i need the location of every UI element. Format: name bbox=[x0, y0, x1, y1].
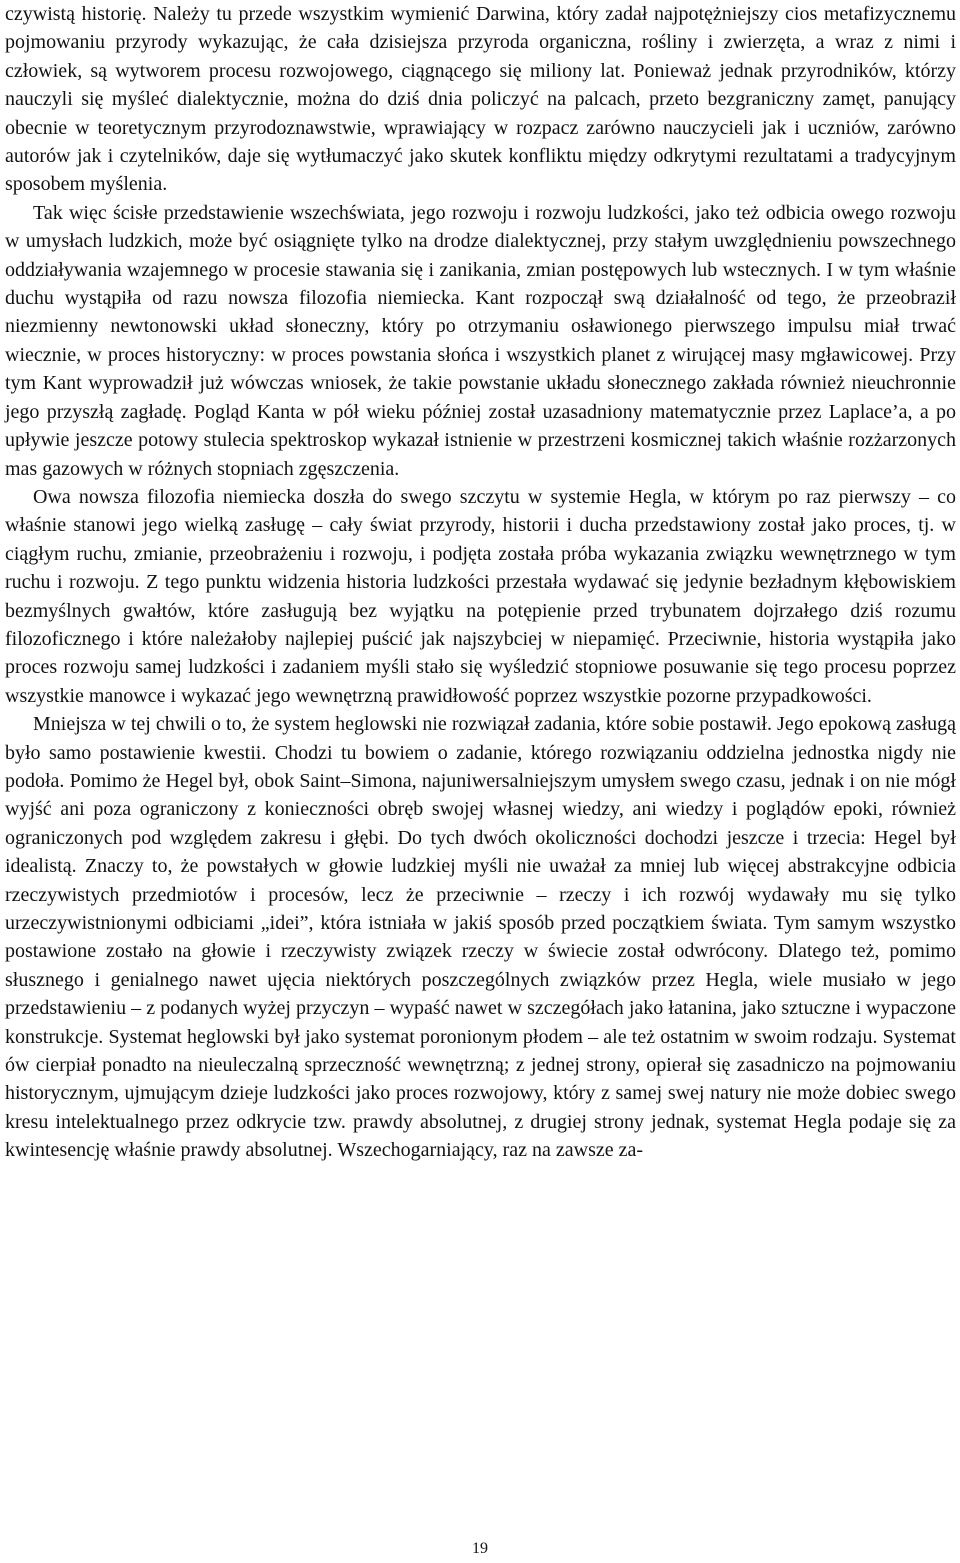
body-text bbox=[5, 0, 956, 1165]
paragraph-4: Mniejsza w tej chwili o to, że system heglowski nie rozwiązał zadania, które sobie postawił. Jego epokową zasługą było samo postawienie kwestii. Chodzi tu bowiem o zadanie, którego rozwiązaniu oddzielna jednostka nigdy nie podoła. Pomimo że Hegel był, obok Saint–Simona, najuniwersalniejszym umysłem swego czasu, jednak i on nie mógł wyjść ani poza ograniczony z konieczności obręb swojej własnej wiedzy, ani wiedzy i poglądów epoki, również ograniczonych pod względem zakresu i głębi. Do tych dwóch okoliczności dochodzi jeszcze i trzecia: Hegel był idealistą. Znaczy to, że powstałych w głowie ludzkiej myśli nie uważał za mniej lub więcej abstrakcyjne odbicia rzeczywistych przedmiotów i procesów, lecz że przeciwnie – rzeczy i ich rozwój wydawały mu się tylko urzeczywistnionymi odbiciami „idei”, która istniała w jakiś sposób przed początkiem świata. Tym samym wszystko postawione zostało na głowie i rzeczywisty związek rzeczy w świecie został odwrócony. Dlatego też, pomimo słusznego i genialnego nawet ujęcia niektórych poszczególnych związków przez Hegla, wiele musiało w jego przedstawieniu – z podanych wyżej przyczyn – wypaść nawet w szczegółach jako łatanina, jako sztuczne i wypaczone konstrukcje. Systemat heglowski był jako systemat poronionym płodem – ale też ostatnim w swoim rodzaju. Systemat ów cierpiał ponadto na nieuleczalną sprzeczność wewnętrzną; z jednej strony, opierał się zasadniczo na pojmowaniu historycznym, ujmującym dzieje ludzkości jako proces rozwojowy, który z samej swej natury nie może dobiec swego kresu intelektualnego przez odkrycie tzw. prawdy absolutnej, z drugiej strony jednak, systemat Hegla podaje się za kwintesencję właśnie prawdy absolutnej. Wszechogarniający, raz na zawsze za- bbox=[5, 713, 956, 1162]
page-number: 19 bbox=[472, 1540, 488, 1557]
paragraph-1: czywistą historię. Należy tu przede wszystkim wymienić Darwina, który zadał najpotężniejszy cios metafizycznemu pojmowaniu przyrody wykazując, że cała dzisiejsza przyroda organiczna, rośliny i zwierzęta, a wraz z nimi i człowiek, są wytworem procesu rozwojowego, ciągnącego się miliony lat. Ponieważ jednak przyrodników, którzy nauczyli się myśleć dialektycznie, można do dziś dnia policzyć na palcach, przeto bezgraniczny zamęt, panujący obecnie w teoretycznym przyrodoznawstwie, wprawiający w rozpacz zarówno nauczycieli jak i uczniów, zarówno autorów jak i czytelników, daje się wytłumaczyć jako skutek konfliktu między odkrytymi rezultatami a tradycyjnym sposobem myślenia. bbox=[5, 3, 956, 196]
paragraph-3: Owa nowsza filozofia niemiecka doszła do swego szczytu w systemie Hegla, w którym po raz pierwszy – co właśnie stanowi jego wielką zasługę – cały świat przyrody, historii i ducha przedstawiony został jako proces, tj. w ciągłym ruchu, zmianie, przeobrażeniu i rozwoju, i podjęta została próba wykazania związku wewnętrznego w tym ruchu i rozwoju. Z tego punktu widzenia historia ludzkości przestała wydawać się jedynie bezładnym kłębowiskiem bezmyślnych gwałtów, które zasługują bez wyjątku na potępienie przed trybunatem dojrzałego dziś rozumu filozoficznego i które należałoby najlepiej puścić jak najszybciej w niepamięć. Przeciwnie, historia wystąpiła jako proces rozwoju samej ludzkości i zadaniem myśli stało się wyśledzić stopniowe posuwanie się tego procesu poprzez wszystkie manowce i wykazać jego wewnętrzną prawidłowość poprzez wszystkie pozorne przypadkowości. bbox=[5, 485, 956, 707]
paragraph-2: Tak więc ścisłe przedstawienie wszechświata, jego rozwoju i rozwoju ludzkości, jako też odbicia owego rozwoju w umysłach ludzkich, może być osiągnięte tylko na drodze dialektycznej, przy stałym uwzględnieniu powszechnego oddziaływania wzajemnego w procesie stawania się i zanikania, zmian postępowych lub wstecznych. I w tym właśnie duchu wystąpiła od razu nowsza filozofia niemiecka. Kant rozpoczął swą działalność od tego, że przeobraził niezmienny newtonowski układ słoneczny, który po otrzymaniu osławionego pierwszego impulsu miał trwać wiecznie, w proces historyczny: w proces powstania słońca i wszystkich planet z wirującej masy mgławicowej. Przy tym Kant wyprowadził już wówczas wniosek, że takie powstanie układu słonecznego zakłada również nieuchronnie jego przyszłą zagładę. Pogląd Kanta w pół wieku później został uzasadniony matematycznie przez Laplace’a, a po upływie jeszcze potowy stulecia spektroskop wykazał istnienie w przestrzeni kosmicznej takich właśnie rozżarzonych mas gazowych w różnych stopniach zgęszczenia. bbox=[5, 201, 956, 480]
